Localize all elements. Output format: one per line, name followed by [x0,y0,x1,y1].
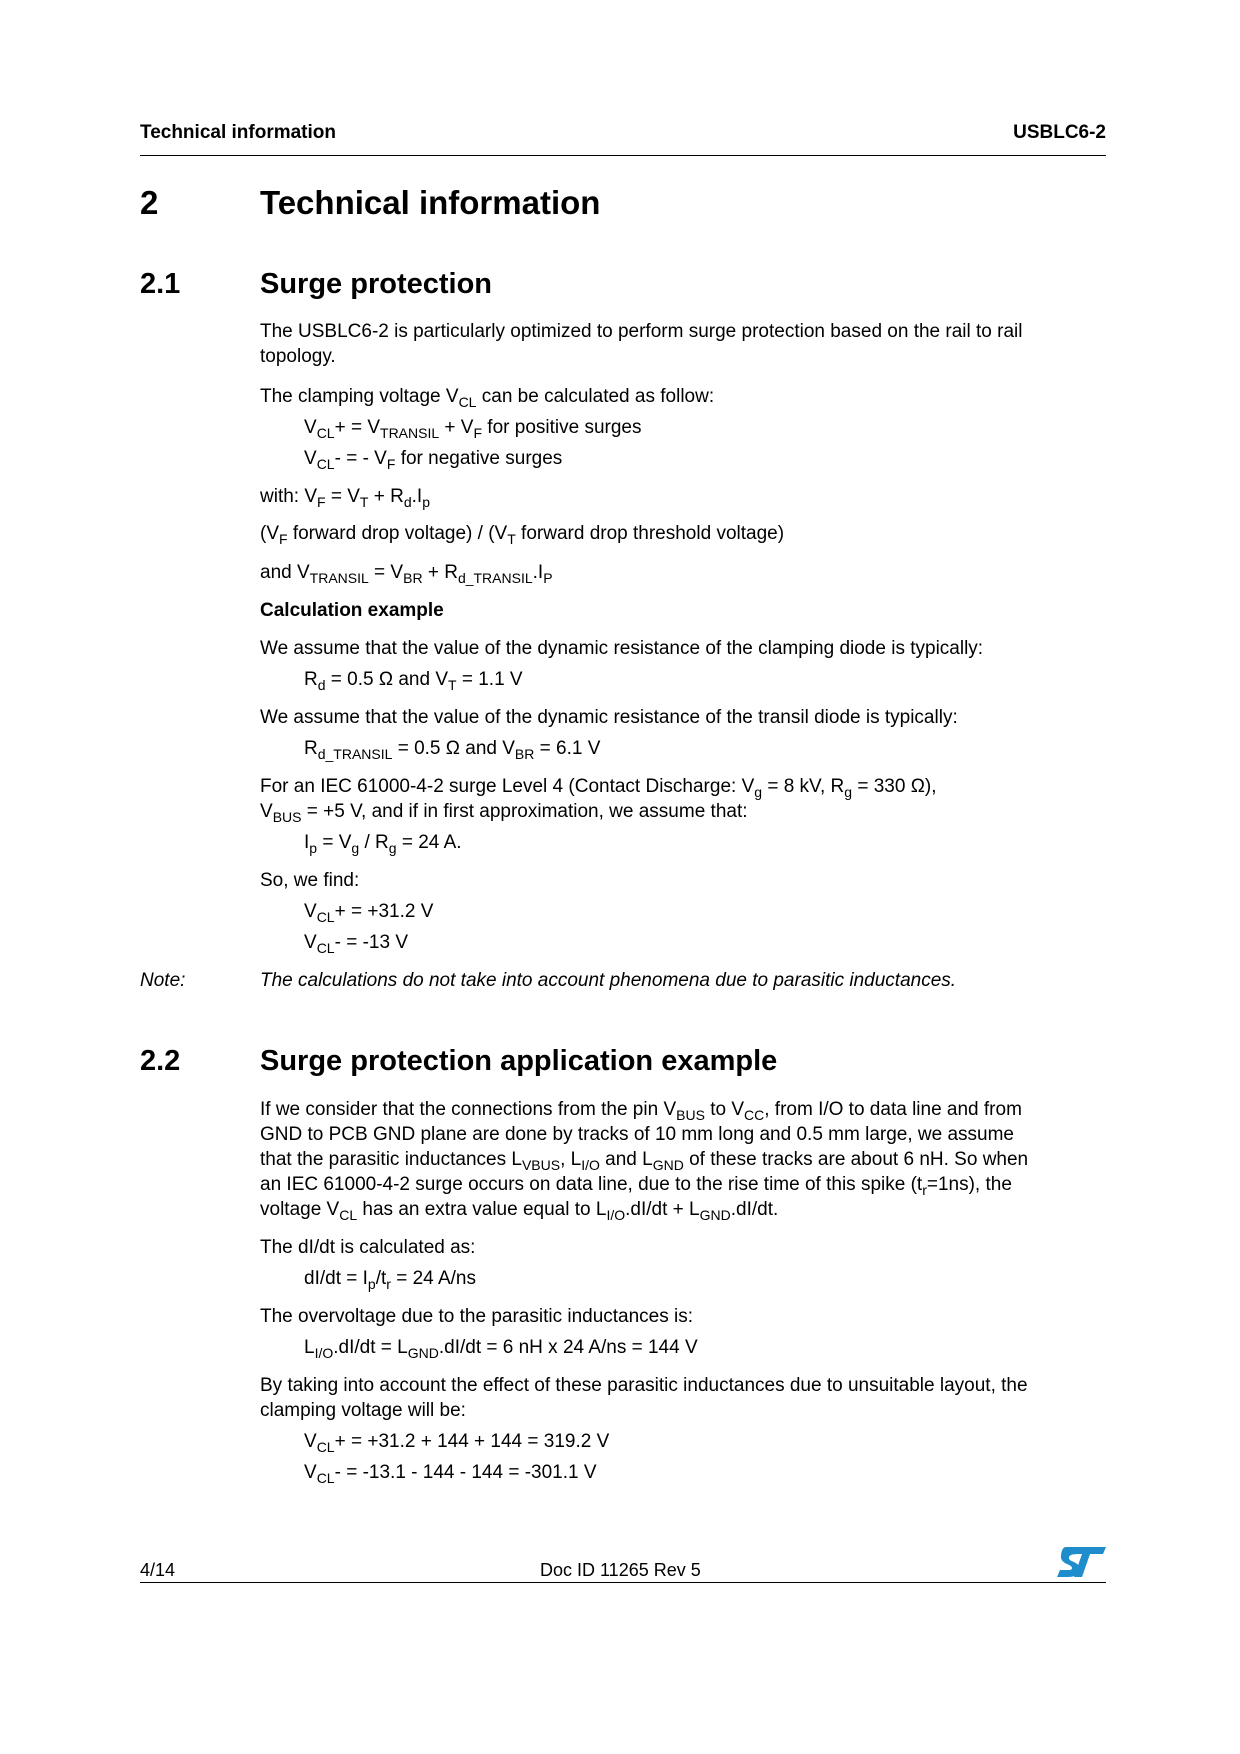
application-paragraph-line-4: an IEC 61000-4-2 surge occurs on data line, due to the rise time of this spike $(t_r=1ns)$, the [260,1174,1012,1198]
formula-vtransil: and $V_{TRANSIL} = V_{BR} + R_{d\_TRANSIL}.I_P$ [260,562,553,586]
effect-line-2: clamping voltage will be: [260,1400,466,1421]
iec-surge-line-1: For an IEC 61000-4-2 surge Level 4 (Contact Discharge: $V_g = 8$ kV, $R_g = 330$ Ω), [260,776,937,800]
assume-transil-diode: We assume that the value of the dynamic resistance of the transil diode is typically: [260,707,958,728]
clamping-diode-values: $R_d = 0.5$ Ω and $V_T = 1.1$ V [304,669,523,693]
formula-vcl-minus: $V_{CL}-$ = - $V_F$ for negative surges [304,448,563,472]
subsection-2-2-number: 2.2 [140,1045,181,1077]
page-number: 4/14 [140,1560,176,1580]
formula-vf: with: $V_F = V_T + R_d.I_p$ [260,486,431,510]
result-vcl-plus: $V_{CL}+ = +31.2$ V [304,901,434,925]
assume-clamping-diode: We assume that the value of the dynamic resistance of the clamping diode is typically: [260,638,984,659]
application-paragraph-line-2: GND to PCB GND plane are done by tracks of 10 mm long and 0.5 mm large, we assume [260,1124,1014,1145]
so-we-find: So, we find: [260,870,360,891]
formula-overvoltage: $L_{I/O}.dI/dt = L_{GND}.dI/dt = 6$ nH x 24 A/ns = 144 V [304,1337,698,1361]
overvoltage-intro: The overvoltage due to the parasitic inductances is: [260,1306,694,1327]
application-paragraph-line-5: voltage $V_{CL}$ has an extra value equal to $L_{I/O}.dI/dt + L_{GND}.dI/dt$. [260,1199,779,1223]
section-number: 2 [140,184,159,221]
calculation-example-heading: Calculation example [260,600,444,621]
formula-vcl-plus: $V_{CL}+ = V_{TRANSIL} + V_F$ for positive surges [304,417,642,441]
vf-vt-definitions: ($V_F$ forward drop voltage) / ($V_T$ forward drop threshold voltage) [260,523,785,547]
intro-line-2: topology. [260,346,336,367]
formula-didt: $dI/dt = I_p/t_r = 24$ A/ns [304,1268,476,1292]
effect-line-1: By taking into account the effect of these parasitic inductances due to unsuitable layout, the [260,1375,1028,1396]
subsection-2-2-title: Surge protection application example [260,1045,778,1077]
result-vcl-minus: $V_{CL}- = -13$ V [304,932,408,956]
note-text: The calculations do not take into account phenomena due to parasitic inductances. [260,970,957,991]
application-paragraph-line-3: that the parasitic inductances $L_{VBUS}$, $L_{I/O}$ and $L_{GND}$ of these tracks are about 6 nH. So when [260,1149,1029,1173]
footer-rule [140,1582,1106,1583]
iec-surge-line-2: $V_{BUS} = +5$ V, and if in first approximation, we assume that: [260,801,748,825]
st-logo-icon [1057,1545,1107,1579]
note-label: Note: [140,970,186,991]
subsection-2-1-title: Surge protection [260,268,493,300]
running-header-product: USBLC6-2 [1013,122,1106,143]
final-vcl-minus: $V_{CL}- = -13.1 - 144 - 144 = -301.1$ V [304,1462,597,1486]
running-header-title: Technical information [140,122,337,143]
doc-id: Doc ID 11265 Rev 5 [540,1560,701,1580]
header-rule [140,155,1106,156]
subsection-2-1-number: 2.1 [140,268,181,300]
didt-calculated-as: The dI/dt is calculated as: [260,1237,476,1258]
application-paragraph-line-1: If we consider that the connections from the pin $V_{BUS}$ to $V_{CC}$, from I/O to data line and from [260,1099,1022,1123]
formula-ip: $I_p = V_g / R_g = 24$ A. [304,832,462,856]
final-vcl-plus: $V_{CL}+ = +31.2 + 144 + 144 = 319.2$ V [304,1431,610,1455]
section-title: Technical information [260,184,601,221]
clamping-voltage-intro: The clamping voltage $V_{CL}$ can be calculated as follow: [260,386,715,410]
transil-diode-values: $R_{d\_TRANSIL} = 0.5$ Ω and $V_{BR} = 6.1$ V [304,738,601,762]
intro-line-1: The USBLC6-2 is particularly optimized to perform surge protection based on the rail to rail [260,321,1023,342]
